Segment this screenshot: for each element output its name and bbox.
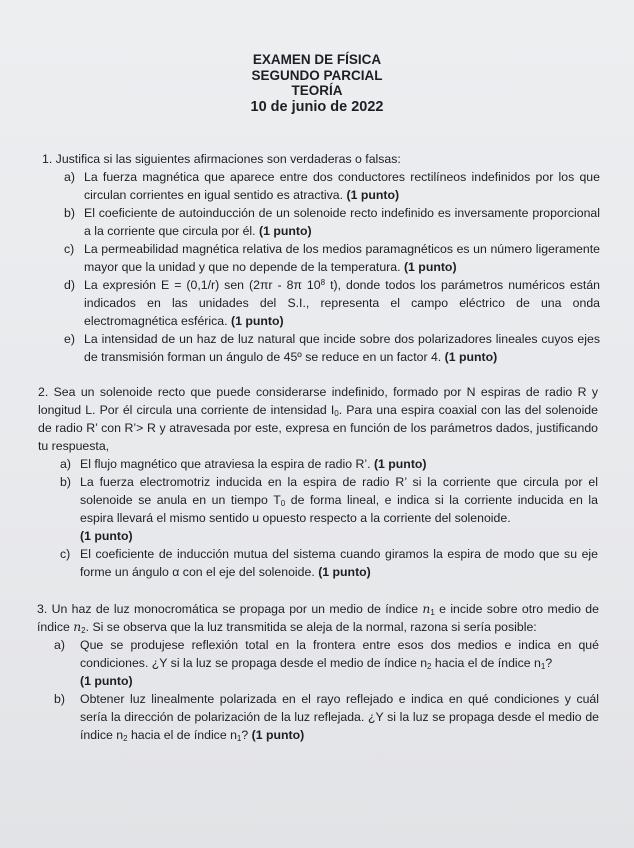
lead-text-cont: . Para una espira coaxial con las del solenoide de radio R’ con R’> R y atravesada por este, expresa en función de los parámetros dados, justificando tu respuesta, — [38, 403, 598, 453]
item-marker: b) — [54, 692, 65, 706]
question-1-item-a — [42, 168, 600, 204]
item-marker: a) — [64, 170, 75, 184]
subscript: 2 — [81, 626, 86, 635]
item-text: El flujo magnético que atraviesa la espira de radio R’. — [80, 457, 371, 471]
question-2-item-a — [38, 455, 598, 473]
points-label: (1 punto) — [444, 350, 498, 364]
question-1 — [42, 150, 600, 366]
item-text-cont: hacia el de índice n — [127, 728, 237, 742]
item-text: Que se produjese reflexión total en la frontera entre esos dos medios e indica en qué condiciones. ¿Y si la luz se propaga desde el medio de índice n — [80, 638, 599, 670]
lead-text: 2. Sea un solenoide recto que puede considerarse indefinido, formado por N espiras de radio R y longitud L. Por él circula una corriente de intensidad I — [38, 385, 598, 417]
exam-title: EXAMEN DE FÍSICA — [252, 52, 382, 67]
item-text-cont: t), donde todos los parámetros numéricos están indicados en las unidades del S.I., representa el campo eléctrico de una onda electromagnética esférica. — [84, 278, 601, 328]
lead-text-end: . Si se observa que la luz transmitida se aleja de la normal, razona si sería posible: — [85, 620, 537, 634]
item-marker: d) — [64, 278, 75, 292]
item-text: La permeabilidad magnética relativa de los medios paramagnéticos es un número ligeramente mayor que la unidad y que no depende de la temperatura. — [84, 242, 600, 274]
question-2-item-c — [38, 545, 598, 581]
item-marker: c) — [64, 242, 75, 256]
item-marker: a) — [60, 457, 71, 471]
exam-section: TEORÍA — [291, 83, 343, 98]
item-text: La expresión E = (0,1/r) sen (2πr - 8π 10 — [84, 278, 321, 292]
points-label: (1 punto) — [346, 188, 400, 202]
item-marker: b) — [64, 206, 75, 220]
subscript: 0 — [280, 499, 286, 508]
points-label: (1 punto) — [318, 565, 371, 579]
subscript: 1 — [236, 734, 242, 743]
item-marker: e) — [64, 332, 75, 346]
item-marker: a) — [54, 638, 65, 652]
points-label: (1 punto) — [251, 728, 305, 742]
points-label: (1 punto) — [80, 674, 133, 688]
item-text-end: ? — [545, 656, 553, 670]
question-1-item-b — [42, 204, 600, 240]
item-marker: c) — [60, 547, 71, 561]
item-text: La fuerza magnética que aparece entre dos conductores rectilíneos indefinidos por los que circulan corrientes en igual sentido es atractiva. — [84, 170, 600, 202]
subscript: 1 — [430, 608, 435, 617]
item-text: El coeficiente de autoinducción de un solenoide recto indefinido es inversamente proporcional a la corriente que circula por él. — [84, 206, 600, 238]
question-2-items — [38, 455, 598, 581]
question-1-item-d — [42, 276, 600, 330]
index-symbol: n — [422, 602, 431, 616]
index-symbol: n — [73, 620, 82, 634]
item-text-cont: hacia el de índice n — [431, 656, 541, 670]
item-text: El coeficiente de inducción mutua del sistema cuando giramos la espira de modo que su eje forme un ángulo α con el eje del solenoide. — [80, 547, 598, 579]
lead-text: 3. Un haz de luz monocromática se propaga por un medio de índice — [37, 602, 423, 616]
points-label: (1 punto) — [373, 457, 427, 471]
question-1-item-e — [42, 330, 600, 366]
points-label: (1 punto) — [258, 224, 312, 238]
question-3 — [37, 600, 599, 744]
question-1-item-c — [42, 240, 600, 276]
exponent: 8 — [320, 278, 326, 287]
question-3-item-b — [37, 690, 599, 744]
exam-header — [0, 52, 634, 116]
question-3-item-a — [37, 636, 599, 690]
question-1-lead: 1. Justifica si las siguientes afirmaciones son verdaderas o falsas: — [42, 152, 401, 166]
subscript: 0 — [334, 409, 339, 418]
item-text: La intensidad de un haz de luz natural que incide sobre dos polarizadores lineales cuyos ejes de transmisión forman un ángulo de 45º se reduce en un factor 4. — [84, 332, 600, 364]
points-label: (1 punto) — [403, 260, 457, 274]
item-text: Obtener luz linealmente polarizada en el rayo reflejado e indica en qué condiciones y cuál sería la dirección de polarización de la luz reflejada. ¿Y si la luz se propaga desde el medio de índice n — [80, 692, 599, 742]
item-marker: b) — [60, 475, 71, 489]
question-2-lead — [38, 383, 598, 455]
points-label: (1 punto) — [80, 529, 133, 543]
exam-date: 10 de junio de 2022 — [250, 98, 384, 115]
question-3-lead — [37, 600, 599, 636]
exam-subtitle: SEGUNDO PARCIAL — [251, 67, 383, 83]
question-2 — [38, 383, 598, 581]
subscript: 1 — [540, 662, 546, 671]
subscript: 2 — [123, 734, 128, 743]
question-2-item-b — [38, 473, 598, 545]
lead-text-cont: e incide sobre otro medio de índice — [37, 602, 599, 634]
points-label: (1 punto) — [230, 314, 284, 328]
question-1-items — [42, 168, 600, 366]
item-text: La fuerza electromotriz inducida en la espira de radio R’ si la corriente que circula por el solenoide se anula en un tiempo T — [80, 475, 598, 507]
question-3-items — [37, 636, 599, 744]
item-text-end: ? — [241, 728, 252, 742]
subscript: 2 — [427, 662, 432, 671]
item-text-cont: de forma lineal, e indica si la corriente inducida en la espira llevará el mismo sentido u opuesto respecto a la corriente del solenoide. — [80, 493, 598, 525]
